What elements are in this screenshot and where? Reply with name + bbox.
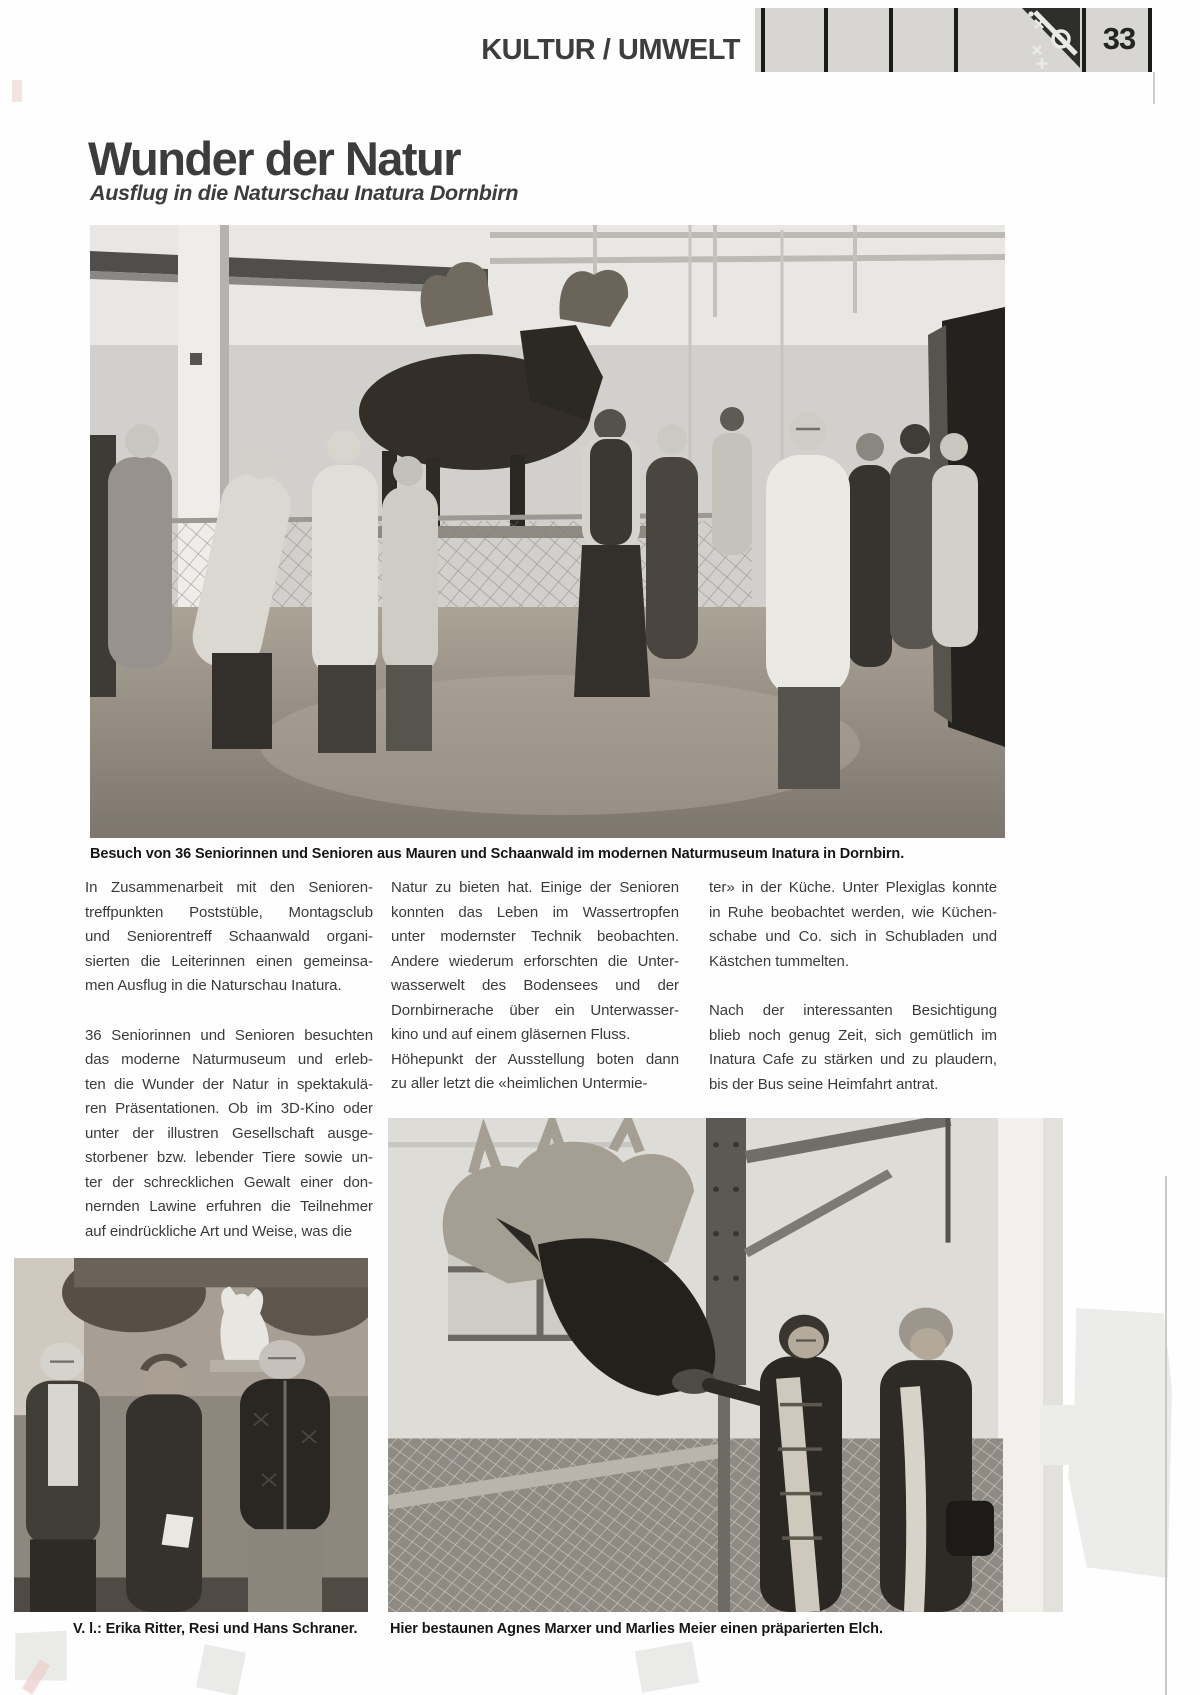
text-column-1	[85, 876, 373, 1244]
paragraph: Höhepunkt der Ausstellung boten dann zu aller letzt die «heimlichen Untermie-	[391, 1050, 679, 1092]
main-photo-image	[90, 225, 1005, 838]
watermark-shape	[1040, 1405, 1080, 1465]
paragraph: 36 Seniorinnen und Senioren besuchten das moderne Naturmuseum und erleb- ten die Wunder der Natur in spektakulä- ren Präsentationen. Ob im 3D-Kino oder unter der illustren Gesellschaft ausge- storbener bzw. lebender Tiere sowie un- ter der schrecklichen Gewalt einer don- nernden Lawine erfuhren die Teilnehmer auf eindrückliche Art und Weise, was die	[85, 1026, 373, 1240]
divider-line	[761, 8, 765, 72]
paragraph: Natur zu bieten hat. Einige der Senioren konnten das Leben im Wassertropfen unter modernster Technik beobachten. Andere wiederum erforschten die Unter- wasserwelt des Bodensees und der Dornbirnerache über ein Unterwasser- kino und auf einem gläsernen Fluss.	[391, 879, 679, 1043]
bottom-right-photo	[388, 1118, 1063, 1612]
text-column-3	[709, 876, 997, 1097]
scan-color-artifact	[12, 80, 22, 102]
page-number: 33	[1102, 21, 1136, 56]
divider-line	[1148, 8, 1152, 72]
divider-line	[889, 8, 893, 72]
route-icon	[1018, 8, 1080, 72]
main-photo-caption: Besuch von 36 Seniorinnen und Senioren aus Mauren und Schaanwald im modernen Naturmuseum Inatura in Dornbirn.	[90, 846, 905, 862]
paragraph: Nach der interessanten Besichtigung blieb noch genug Zeit, sich gemütlich im Inatura Cafe zu stärken und zu plaudern, bis der Bus seine Heimfahrt antrat.	[709, 1002, 997, 1093]
text-column-2	[391, 876, 679, 1097]
divider-line	[1082, 8, 1086, 72]
scan-edge-mark	[1153, 72, 1155, 104]
bottom-right-photo-image	[388, 1118, 1063, 1612]
bottom-left-photo-caption: V. l.: Erika Ritter, Resi und Hans Schraner.	[73, 1621, 358, 1637]
watermark-shape	[196, 1644, 246, 1695]
divider-line	[954, 8, 958, 72]
header-bar	[755, 8, 1152, 72]
watermark-shape	[1068, 1308, 1172, 1578]
paragraph: In Zusammenarbeit mit den Senioren- treffpunkten Poststüble, Montagsclub und Seniorentreff Schaanwald organi- sierten die Leiterinnen einen gemeinsa- men Ausflug in die Naturschau Inatura.	[85, 879, 373, 994]
watermark-shape	[635, 1641, 699, 1692]
article-subtitle: Ausflug in die Naturschau Inatura Dornbirn	[90, 180, 519, 205]
main-photo	[90, 225, 1005, 838]
bottom-right-photo-caption: Hier bestaunen Agnes Marxer und Marlies Meier einen präparierten Elch.	[390, 1621, 883, 1637]
bottom-left-photo	[14, 1258, 368, 1612]
bottom-left-photo-image	[14, 1258, 368, 1612]
paragraph: ter» in der Küche. Unter Plexiglas konnte in Ruhe beobachtet werden, wie Küchen- schabe und Co. sich in Schubladen und Kästchen tummelten.	[709, 879, 997, 970]
divider-line	[824, 8, 828, 72]
section-header: KULTUR / UMWELT	[481, 34, 740, 66]
article-title: Wunder der Natur	[88, 132, 461, 186]
scan-edge-line	[1165, 1176, 1167, 1695]
